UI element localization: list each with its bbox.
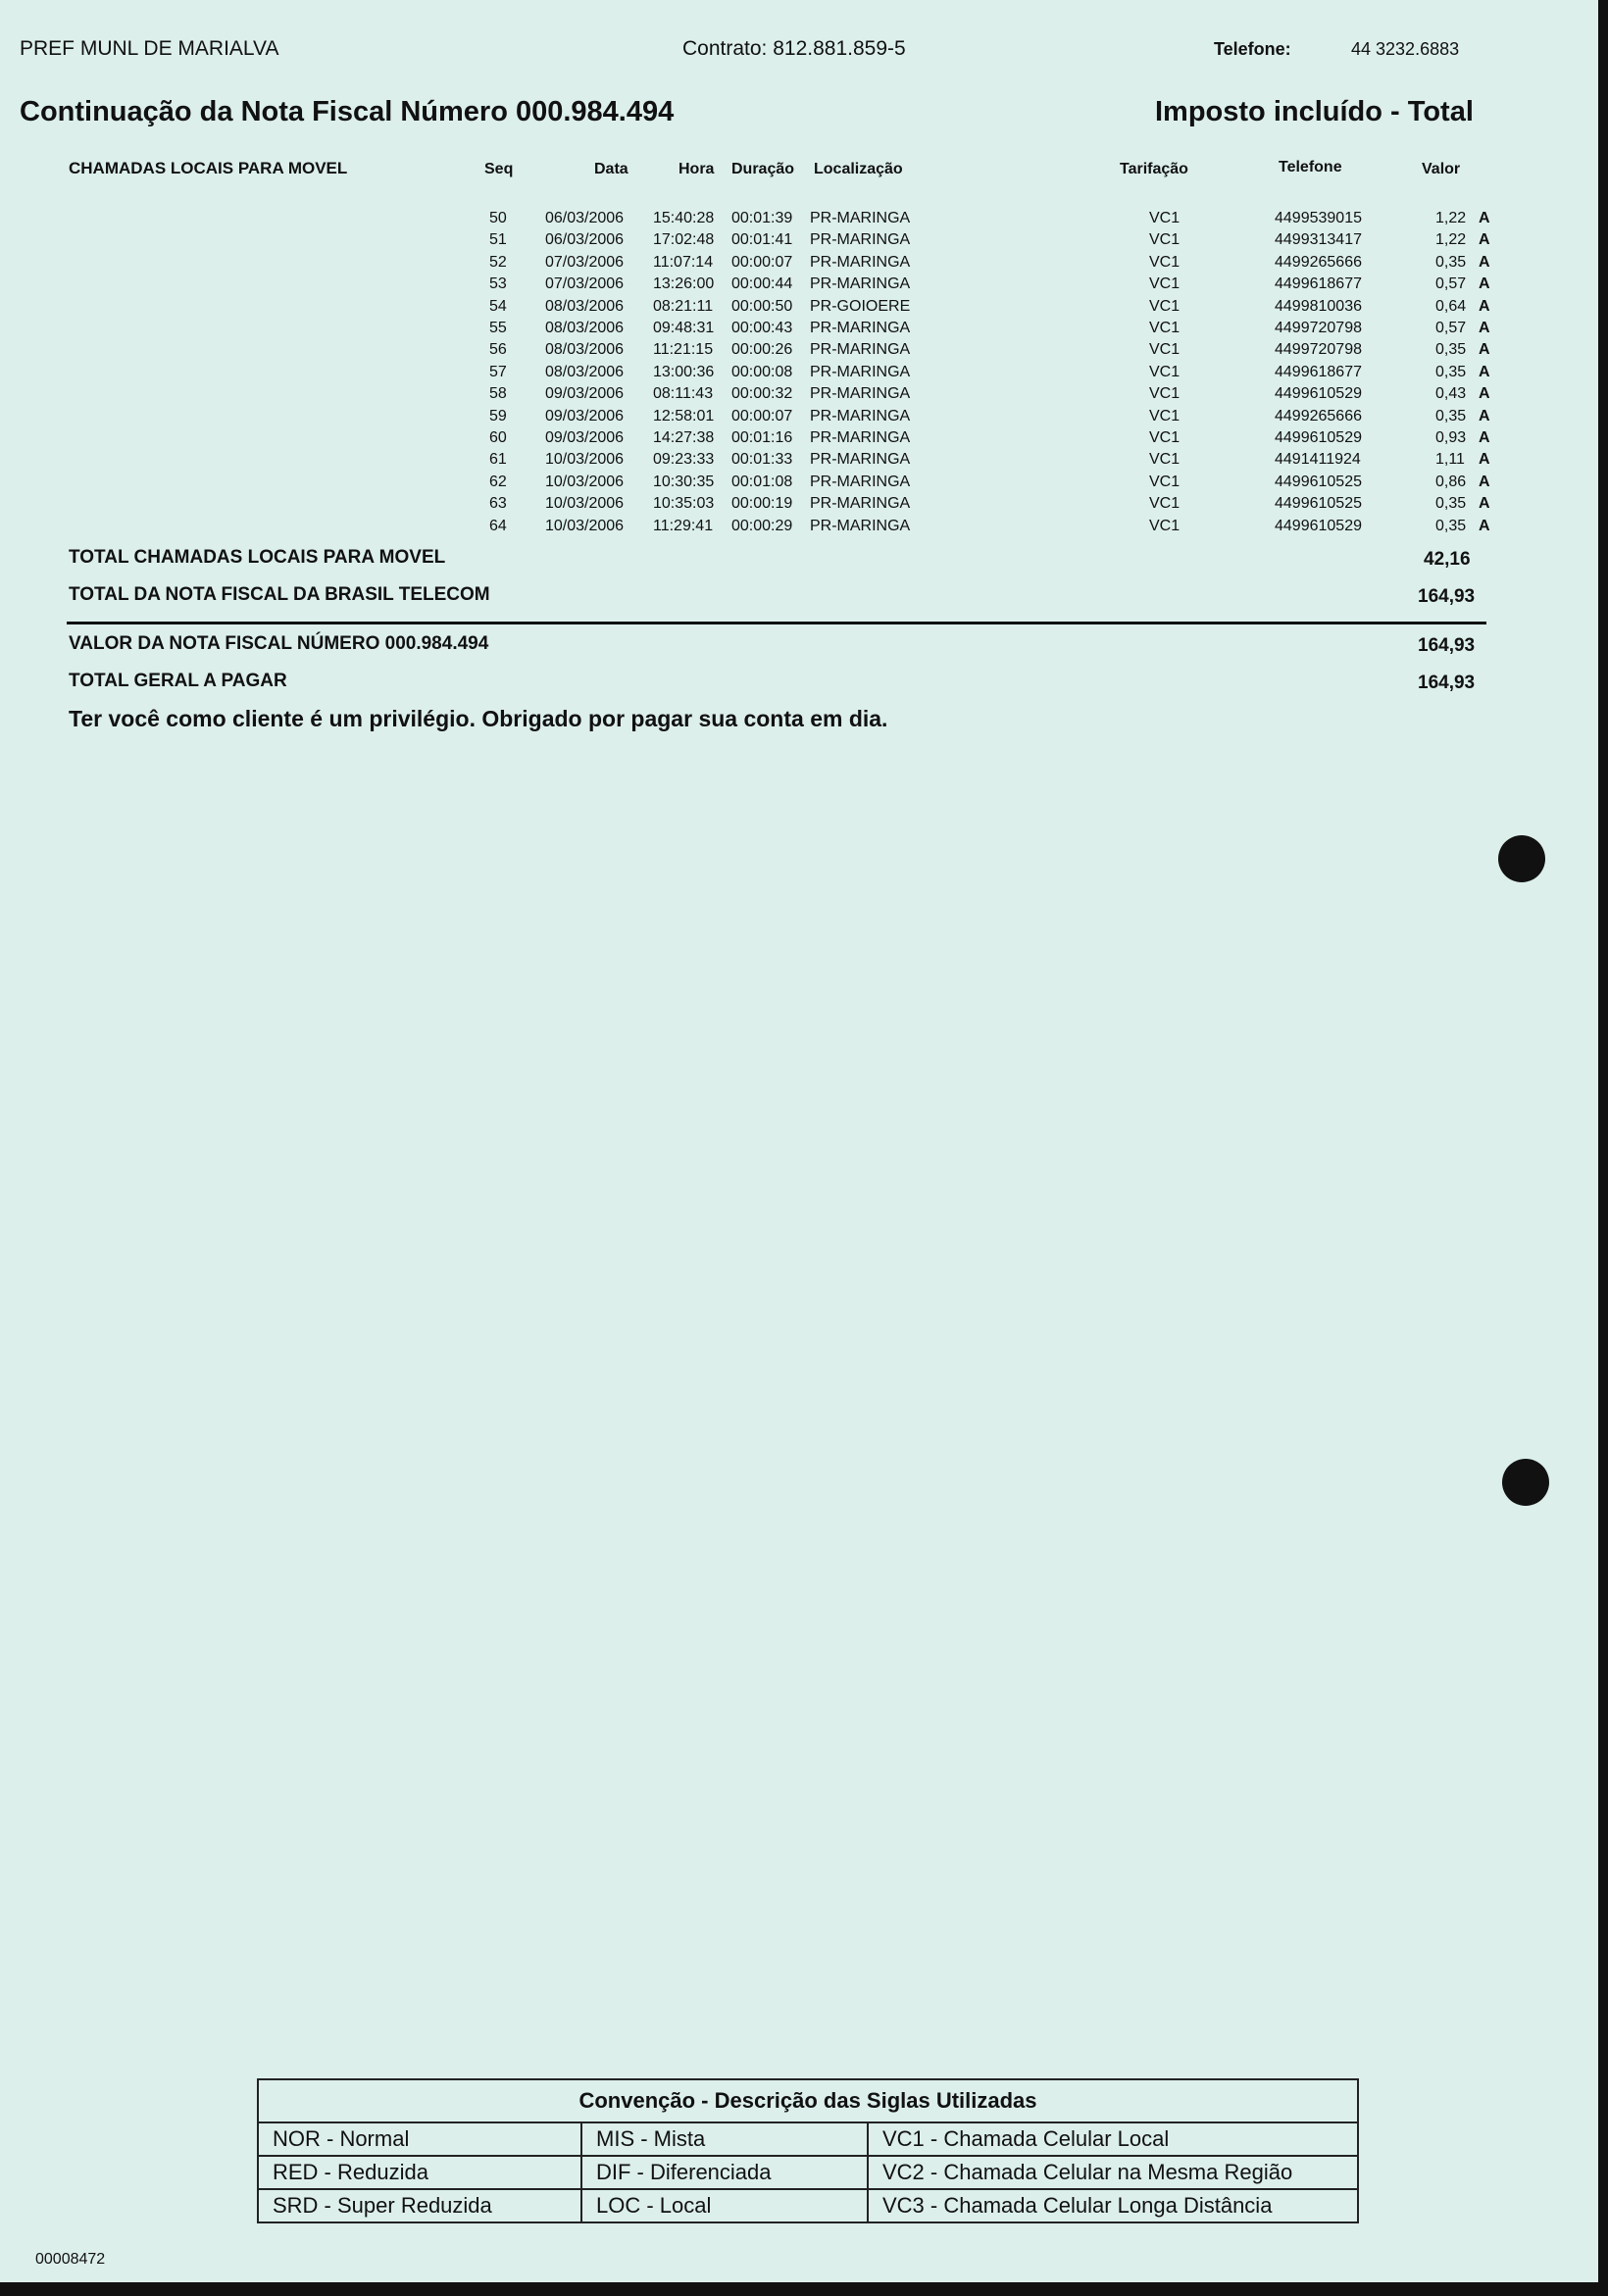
row-flag: A <box>1479 517 1490 534</box>
row-localizacao: PR-MARINGA <box>810 320 911 336</box>
row-telefone: 4491411924 <box>1275 451 1361 469</box>
section-title: CHAMADAS LOCAIS PARA MOVEL <box>69 159 348 177</box>
row-valor: 0,64 <box>1435 297 1467 315</box>
call-row <box>0 429 1569 451</box>
row-duracao: 00:00:29 <box>731 517 793 534</box>
row-data: 10/03/2006 <box>545 495 625 513</box>
legend-cell: VC3 - Chamada Celular Longa Distância <box>868 2189 1358 2222</box>
row-tarifacao: VC1 <box>1149 210 1181 226</box>
row-tarifacao: VC1 <box>1149 297 1181 315</box>
row-localizacao: PR-MARINGA <box>810 451 911 469</box>
row-localizacao: PR-MARINGA <box>810 253 911 271</box>
row-duracao: 00:00:44 <box>731 275 793 293</box>
row-seq: 58 <box>489 385 507 403</box>
row-valor: 0,35 <box>1435 517 1467 534</box>
row-telefone: 4499610529 <box>1275 429 1362 446</box>
row-hora: 11:07:14 <box>653 253 714 271</box>
row-seq: 64 <box>489 517 507 534</box>
row-data: 10/03/2006 <box>545 473 625 490</box>
row-telefone: 4499618677 <box>1275 363 1362 380</box>
row-flag: A <box>1479 253 1490 271</box>
legend-cell: NOR - Normal <box>258 2122 581 2156</box>
punch-hole <box>1498 835 1545 882</box>
legend-row <box>258 2122 1358 2156</box>
total-invoice-label: TOTAL DA NOTA FISCAL DA BRASIL TELECOM <box>69 584 490 605</box>
row-valor: 0,35 <box>1435 407 1467 424</box>
row-seq: 52 <box>489 253 507 271</box>
row-localizacao: PR-GOIOERE <box>810 297 911 315</box>
phone-label: Telefone: <box>1214 39 1291 59</box>
row-flag: A <box>1479 297 1490 315</box>
row-duracao: 00:01:08 <box>731 473 793 490</box>
row-hora: 13:00:36 <box>653 363 715 380</box>
row-hora: 14:27:38 <box>653 429 715 446</box>
row-tarifacao: VC1 <box>1149 253 1181 271</box>
row-localizacao: PR-MARINGA <box>810 473 911 490</box>
row-seq: 57 <box>489 363 507 380</box>
total-invoice-value: 164,93 <box>1418 586 1476 607</box>
row-hora: 09:23:33 <box>653 451 715 469</box>
punch-hole <box>1502 1459 1549 1506</box>
row-telefone: 4499539015 <box>1275 210 1362 226</box>
row-localizacao: PR-MARINGA <box>810 275 911 293</box>
legend-cell: MIS - Mista <box>581 2122 868 2156</box>
row-valor: 0,35 <box>1435 363 1467 380</box>
row-flag: A <box>1479 451 1490 469</box>
footer-code: 00008472 <box>35 2251 106 2268</box>
row-duracao: 00:00:50 <box>731 297 793 315</box>
row-duracao: 00:01:39 <box>731 210 793 226</box>
row-tarifacao: VC1 <box>1149 407 1181 424</box>
row-flag: A <box>1479 210 1490 226</box>
row-seq: 54 <box>489 297 507 315</box>
row-hora: 08:11:43 <box>653 385 714 403</box>
row-duracao: 00:00:26 <box>731 341 793 359</box>
row-telefone: 4499265666 <box>1275 407 1362 424</box>
row-hora: 10:35:03 <box>653 495 715 513</box>
row-tarifacao: VC1 <box>1149 385 1181 403</box>
row-flag: A <box>1479 407 1490 424</box>
row-localizacao: PR-MARINGA <box>810 385 911 403</box>
row-duracao: 00:00:43 <box>731 320 793 336</box>
thank-you-message: Ter você como cliente é um privilégio. Obrigado por pagar sua conta em dia. <box>69 706 888 731</box>
row-hora: 11:21:15 <box>653 341 714 359</box>
row-localizacao: PR-MARINGA <box>810 231 911 249</box>
row-telefone: 4499610525 <box>1275 495 1362 513</box>
call-row <box>0 254 1569 275</box>
row-hora: 08:21:11 <box>653 297 714 315</box>
row-seq: 51 <box>489 231 507 249</box>
row-localizacao: PR-MARINGA <box>810 210 911 226</box>
row-duracao: 00:01:16 <box>731 429 793 446</box>
row-hora: 17:02:48 <box>653 231 715 249</box>
call-row <box>0 341 1569 363</box>
row-localizacao: PR-MARINGA <box>810 363 911 380</box>
row-data: 07/03/2006 <box>545 275 625 293</box>
tax-note: Imposto incluído - Total <box>1155 96 1474 127</box>
phone-number: 44 3232.6883 <box>1351 39 1460 59</box>
call-row <box>0 364 1569 385</box>
row-tarifacao: VC1 <box>1149 495 1181 513</box>
col-data: Data <box>594 161 628 177</box>
row-valor: 1,22 <box>1435 210 1467 226</box>
row-valor: 0,35 <box>1435 495 1467 513</box>
row-hora: 09:48:31 <box>653 320 715 336</box>
row-seq: 53 <box>489 275 507 293</box>
row-data: 09/03/2006 <box>545 385 625 403</box>
row-seq: 59 <box>489 407 507 424</box>
call-row <box>0 385 1569 407</box>
row-hora: 12:58:01 <box>653 407 715 424</box>
row-duracao: 00:01:33 <box>731 451 793 469</box>
row-telefone: 4499810036 <box>1275 297 1362 315</box>
row-data: 08/03/2006 <box>545 341 625 359</box>
row-valor: 0,43 <box>1435 385 1467 403</box>
row-duracao: 00:00:07 <box>731 253 793 271</box>
nf-value-label: VALOR DA NOTA FISCAL NÚMERO 000.984.494 <box>69 633 489 654</box>
row-tarifacao: VC1 <box>1149 320 1181 336</box>
row-telefone: 4499610529 <box>1275 385 1362 403</box>
row-data: 10/03/2006 <box>545 517 625 534</box>
row-localizacao: PR-MARINGA <box>810 517 911 534</box>
legend-cell: VC2 - Chamada Celular na Mesma Região <box>868 2156 1358 2189</box>
row-valor: 0,35 <box>1435 253 1467 271</box>
call-row <box>0 518 1569 539</box>
total-local-mobile-value: 42,16 <box>1424 549 1471 570</box>
row-seq: 61 <box>489 451 507 469</box>
call-row <box>0 451 1569 473</box>
call-row <box>0 231 1569 253</box>
row-telefone: 4499610529 <box>1275 517 1362 534</box>
row-telefone: 4499313417 <box>1275 231 1362 249</box>
row-localizacao: PR-MARINGA <box>810 341 911 359</box>
contract-number: Contrato: 812.881.859-5 <box>682 37 906 60</box>
row-flag: A <box>1479 495 1490 513</box>
col-valor: Valor <box>1422 161 1461 177</box>
row-valor: 0,86 <box>1435 473 1467 490</box>
row-tarifacao: VC1 <box>1149 231 1181 249</box>
row-data: 07/03/2006 <box>545 253 625 271</box>
page-title: Continuação da Nota Fiscal Número 000.984.494 <box>20 96 675 127</box>
row-data: 09/03/2006 <box>545 407 625 424</box>
row-valor: 1,22 <box>1435 231 1467 249</box>
row-flag: A <box>1479 429 1490 446</box>
row-telefone: 4499618677 <box>1275 275 1362 293</box>
row-data: 08/03/2006 <box>545 363 625 380</box>
row-flag: A <box>1479 341 1490 359</box>
row-data: 06/03/2006 <box>545 231 625 249</box>
row-data: 08/03/2006 <box>545 297 625 315</box>
row-valor: 0,57 <box>1435 275 1467 293</box>
row-seq: 63 <box>489 495 507 513</box>
legend-table <box>257 2078 1359 2223</box>
legend-row <box>258 2189 1358 2222</box>
col-seq: Seq <box>484 161 514 177</box>
row-data: 09/03/2006 <box>545 429 625 446</box>
legend-cell: DIF - Diferenciada <box>581 2156 868 2189</box>
call-row <box>0 474 1569 495</box>
row-duracao: 00:00:07 <box>731 407 793 424</box>
row-duracao: 00:00:08 <box>731 363 793 380</box>
row-seq: 50 <box>489 210 507 226</box>
row-hora: 15:40:28 <box>653 210 715 226</box>
call-row <box>0 298 1569 320</box>
col-hora: Hora <box>678 161 715 177</box>
row-flag: A <box>1479 275 1490 293</box>
row-tarifacao: VC1 <box>1149 429 1181 446</box>
row-seq: 55 <box>489 320 507 336</box>
row-flag: A <box>1479 320 1490 336</box>
row-valor: 0,35 <box>1435 341 1467 359</box>
legend-cell: VC1 - Chamada Celular Local <box>868 2122 1358 2156</box>
row-data: 10/03/2006 <box>545 451 625 469</box>
divider-line <box>67 622 1486 624</box>
row-data: 08/03/2006 <box>545 320 625 336</box>
col-tarifacao: Tarifação <box>1120 161 1188 177</box>
legend-title: Convenção - Descrição das Siglas Utilizadas <box>258 2079 1358 2122</box>
row-valor: 0,93 <box>1435 429 1467 446</box>
row-tarifacao: VC1 <box>1149 473 1181 490</box>
legend-cell: RED - Reduzida <box>258 2156 581 2189</box>
legend-cell: SRD - Super Reduzida <box>258 2189 581 2222</box>
row-seq: 56 <box>489 341 507 359</box>
row-tarifacao: VC1 <box>1149 363 1181 380</box>
customer-name: PREF MUNL DE MARIALVA <box>20 37 279 60</box>
row-hora: 10:30:35 <box>653 473 715 490</box>
grand-total-label: TOTAL GERAL A PAGAR <box>69 671 287 691</box>
row-seq: 60 <box>489 429 507 446</box>
total-local-mobile-label: TOTAL CHAMADAS LOCAIS PARA MOVEL <box>69 547 446 568</box>
row-duracao: 00:01:41 <box>731 231 793 249</box>
row-hora: 11:29:41 <box>653 517 714 534</box>
row-flag: A <box>1479 385 1490 403</box>
call-row <box>0 408 1569 429</box>
row-valor: 0,57 <box>1435 320 1467 336</box>
row-flag: A <box>1479 473 1490 490</box>
legend-cell: LOC - Local <box>581 2189 868 2222</box>
row-tarifacao: VC1 <box>1149 275 1181 293</box>
row-duracao: 00:00:19 <box>731 495 793 513</box>
row-valor: 1,11 <box>1435 451 1465 469</box>
nf-value: 164,93 <box>1418 635 1476 656</box>
row-telefone: 4499610525 <box>1275 473 1362 490</box>
grand-total-value: 164,93 <box>1418 673 1476 693</box>
col-duracao: Duração <box>731 161 795 177</box>
col-localizacao: Localização <box>814 161 903 177</box>
row-localizacao: PR-MARINGA <box>810 495 911 513</box>
row-flag: A <box>1479 363 1490 380</box>
call-row <box>0 275 1569 297</box>
row-hora: 13:26:00 <box>653 275 715 293</box>
legend-row <box>258 2156 1358 2189</box>
row-data: 06/03/2006 <box>545 210 625 226</box>
row-telefone: 4499265666 <box>1275 253 1362 271</box>
call-row <box>0 210 1569 231</box>
call-row <box>0 495 1569 517</box>
row-telefone: 4499720798 <box>1275 341 1362 359</box>
row-flag: A <box>1479 231 1490 249</box>
call-row <box>0 320 1569 341</box>
row-localizacao: PR-MARINGA <box>810 429 911 446</box>
row-tarifacao: VC1 <box>1149 341 1181 359</box>
row-telefone: 4499720798 <box>1275 320 1362 336</box>
row-tarifacao: VC1 <box>1149 451 1181 469</box>
row-seq: 62 <box>489 473 507 490</box>
col-telefone: Telefone <box>1279 159 1342 175</box>
row-duracao: 00:00:32 <box>731 385 793 403</box>
row-tarifacao: VC1 <box>1149 517 1181 534</box>
row-localizacao: PR-MARINGA <box>810 407 911 424</box>
